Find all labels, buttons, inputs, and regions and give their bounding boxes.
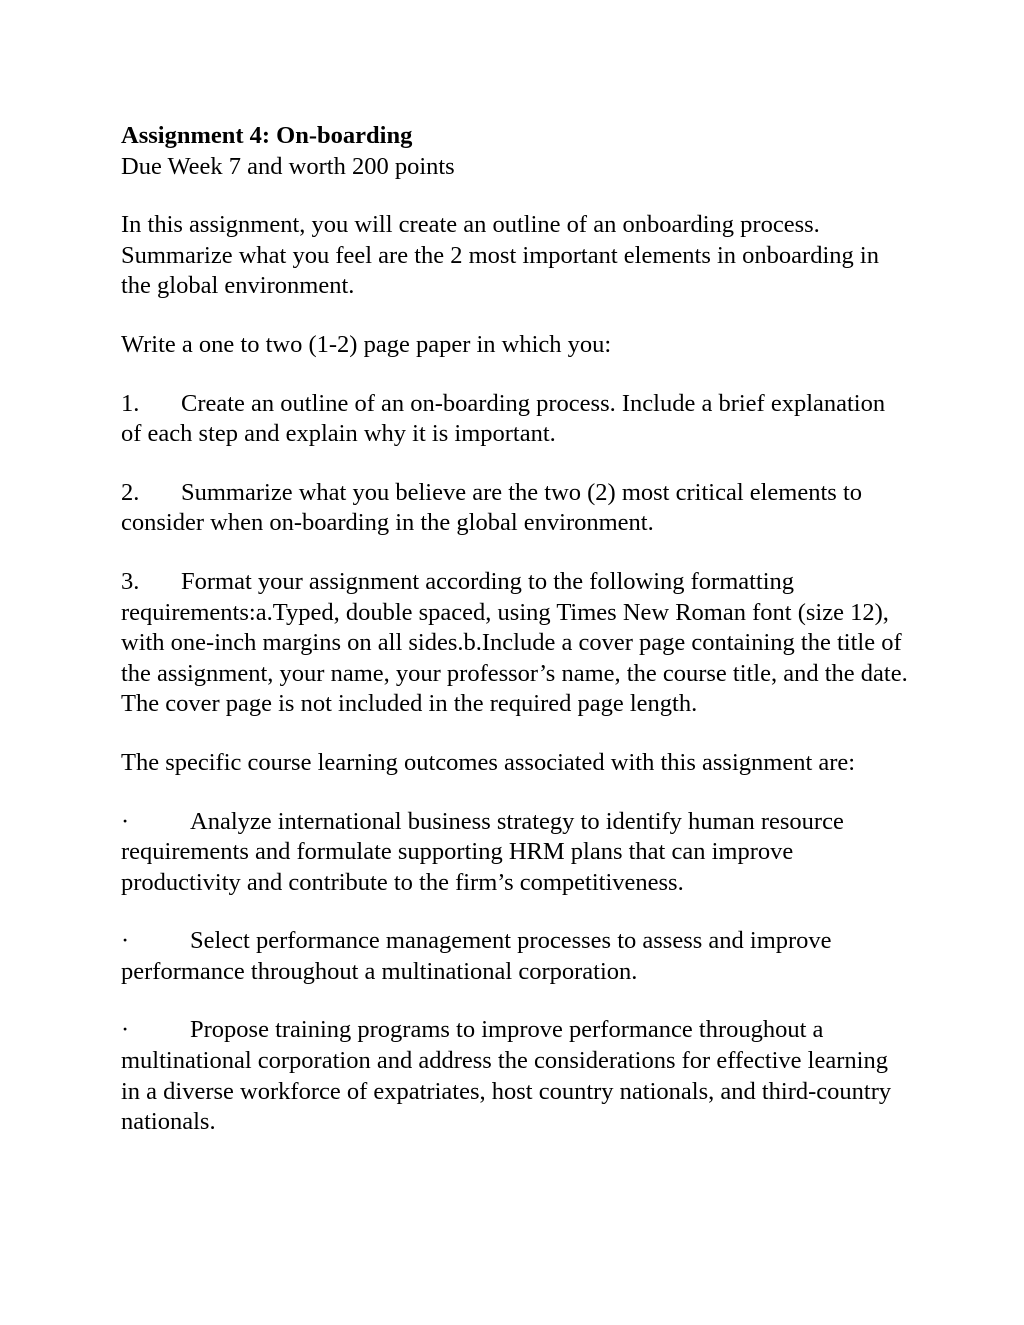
assignment-subtitle: Due Week 7 and worth 200 points <box>121 152 455 180</box>
numbered-item <box>121 389 911 450</box>
document-page <box>121 121 911 1166</box>
outcome-text: Analyze international business strategy to identify human resource requirements and formulate supporting HRM plans that can improve productivity and contribute to the firm’s competitiveness. <box>121 807 844 896</box>
outcomes-intro: The specific course learning outcomes associated with this assignment are: <box>121 748 856 776</box>
bullet-icon: · <box>121 807 130 835</box>
outcome-text: Propose training programs to improve performance throughout a multinational corporation and address the considerations for effective learning in a diverse workforce of expatriates, host country nationals, and third-country nationals. <box>121 1016 892 1136</box>
outcome-item <box>121 807 911 899</box>
outcome-text: Select performance management processes to assess and improve performance throughout a multinational corporation. <box>121 927 832 985</box>
intro-paragraph: In this assignment, you will create an outline of an onboarding process. Summarize what you feel are the 2 most important elements in onboarding in the global environment. <box>121 211 879 300</box>
bullet-icon: · <box>121 927 130 955</box>
item-number: 2. <box>121 478 140 506</box>
bullet-icon: · <box>121 1016 130 1044</box>
item-text: Format your assignment according to the following formatting requirements:a.Typed, double spaced, using Times New Roman font (size 12), with one-inch margins on all sides.b.Include a cover page containing the title of the assignment, your name, your professor’s name, the course title, and the date. The cover page is not included in the required page length. <box>121 567 908 718</box>
assignment-title: Assignment 4: On-boarding <box>121 122 413 149</box>
item-number: 3. <box>121 567 140 595</box>
instruction-paragraph: Write a one to two (1-2) page paper in which you: <box>121 330 612 358</box>
numbered-item <box>121 567 911 720</box>
outcome-item <box>121 1015 911 1137</box>
item-text: Create an outline of an on-boarding process. Include a brief explanation of each step and explain why it is important. <box>121 389 886 448</box>
numbered-item <box>121 478 911 539</box>
item-text: Summarize what you believe are the two (2) most critical elements to consider when on-boarding in the global environment. <box>121 478 863 537</box>
outcome-item <box>121 926 911 987</box>
item-number: 1. <box>121 389 140 417</box>
